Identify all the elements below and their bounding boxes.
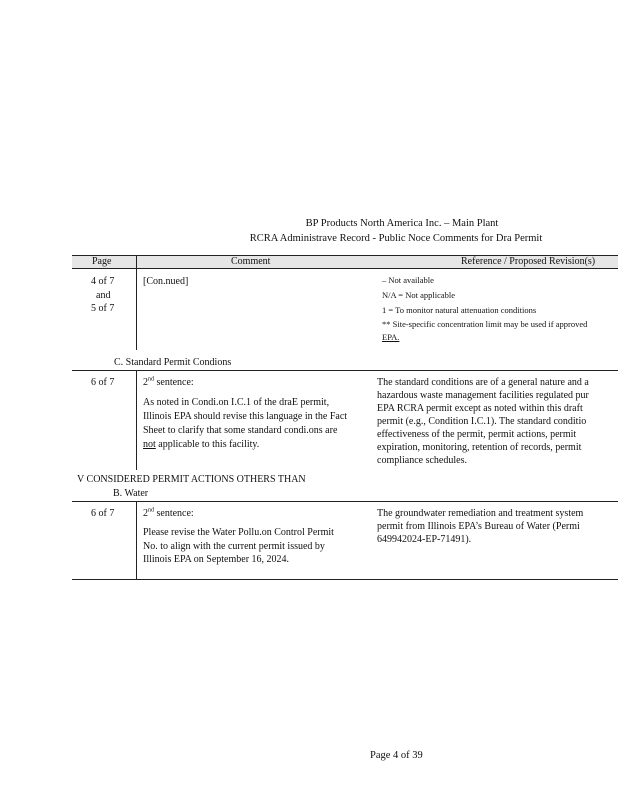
row2-page: 6 of 7	[91, 377, 115, 388]
row2-sentence-number: 2	[143, 377, 148, 388]
row3-top-rule	[72, 501, 618, 502]
row2-comment-line4-rest: applicable to this facility.	[155, 439, 260, 450]
row3-comment-line3: Illinois EPA on September 16, 2024.	[143, 554, 290, 565]
row1-ref-line3: 1 = To monitor natural attenuation conditions	[382, 305, 537, 315]
row2-comment-emphasis: not	[143, 439, 156, 450]
row2-ref-line7: compliance schedules.	[377, 455, 467, 466]
row3-page: 6 of 7	[91, 508, 115, 519]
column-divider	[136, 501, 137, 579]
row3-ref-line2: permit from Illinois EPA’s Bureau of Water (Permi	[377, 521, 580, 532]
row3-sentence-number: 2	[143, 508, 148, 519]
section-heading-v: V CONSIDERED PERMIT ACTIONS OTHERS THAN	[77, 474, 306, 485]
document-title: BP Products North America Inc. – Main Plant	[305, 218, 499, 229]
row1-ref-line2: N/A = Not applicable	[382, 290, 456, 300]
row3-ref-line1: The groundwater remediation and treatment system	[377, 508, 584, 519]
column-header-reference: Reference / Proposed Revision(s)	[461, 256, 596, 267]
row3-comment-line2: No. to align with the current permit issued by	[143, 541, 325, 552]
row1-ref-line4: ** Site-specific concentration limit may be used if approved	[382, 319, 588, 329]
row2-sentence-word: sentence:	[156, 377, 194, 388]
row2-sentence-label	[143, 376, 194, 390]
row2-ref-line5: effectiveness of the permit, permit actions, permit	[377, 429, 577, 440]
column-divider	[136, 370, 137, 470]
row3-sentence-word: sentence:	[156, 508, 194, 519]
column-header-page: Page	[92, 256, 112, 267]
row1-ref-line5: EPA.	[382, 332, 400, 342]
row1-comment: [Con.nued]	[143, 276, 189, 287]
row2-ref-line3: EPA RCRA permit except as noted within this draft	[377, 403, 583, 414]
row3-comment-line1: Please revise the Water Pollu.on Control Permit	[143, 527, 334, 538]
row3-ref-line3: 649942024-EP-71491).	[377, 534, 472, 545]
row1-ref-line1: – Not available	[382, 275, 434, 285]
row1-page-line3: 5 of 7	[91, 303, 115, 314]
row1-page-line1: 4 of 7	[91, 276, 115, 287]
row2-ref-line2: hazardous waste management facilities regulated pur	[377, 390, 589, 401]
row2-ref-line1: The standard conditions are of a general nature and a	[377, 377, 589, 388]
column-divider	[136, 255, 137, 350]
row2-top-rule	[72, 370, 618, 371]
row3-sentence-label	[143, 507, 194, 521]
row2-comment-line1: As noted in Condi.on I.C.1 of the draE permit,	[143, 397, 330, 408]
section-heading-b: B. Water	[113, 488, 149, 499]
row3-sentence-suffix: nd	[148, 507, 154, 514]
row2-comment-line4	[143, 438, 259, 452]
row2-sentence-suffix: nd	[148, 376, 154, 383]
row2-ref-line6: expiration, monitoring, retention of records, permit	[377, 442, 582, 453]
row1-page-line2: and	[96, 290, 111, 301]
page-number: Page 4 of 39	[370, 750, 423, 761]
table-bottom-rule	[72, 579, 618, 580]
column-header-comment: Comment	[231, 256, 271, 267]
document-subtitle: RCRA Administrave Record - Public Noce Comments for Dra Permit	[249, 233, 543, 244]
row2-comment-line2: Illinois EPA should revise this language in the Fact	[143, 411, 348, 422]
section-heading-c: C. Standard Permit Condions	[114, 357, 232, 368]
row2-comment-line3: Sheet to clarify that some standard condi.ons are	[143, 425, 338, 436]
row2-ref-line4: permit (e.g., Condition I.C.1). The standard conditio	[377, 416, 587, 427]
